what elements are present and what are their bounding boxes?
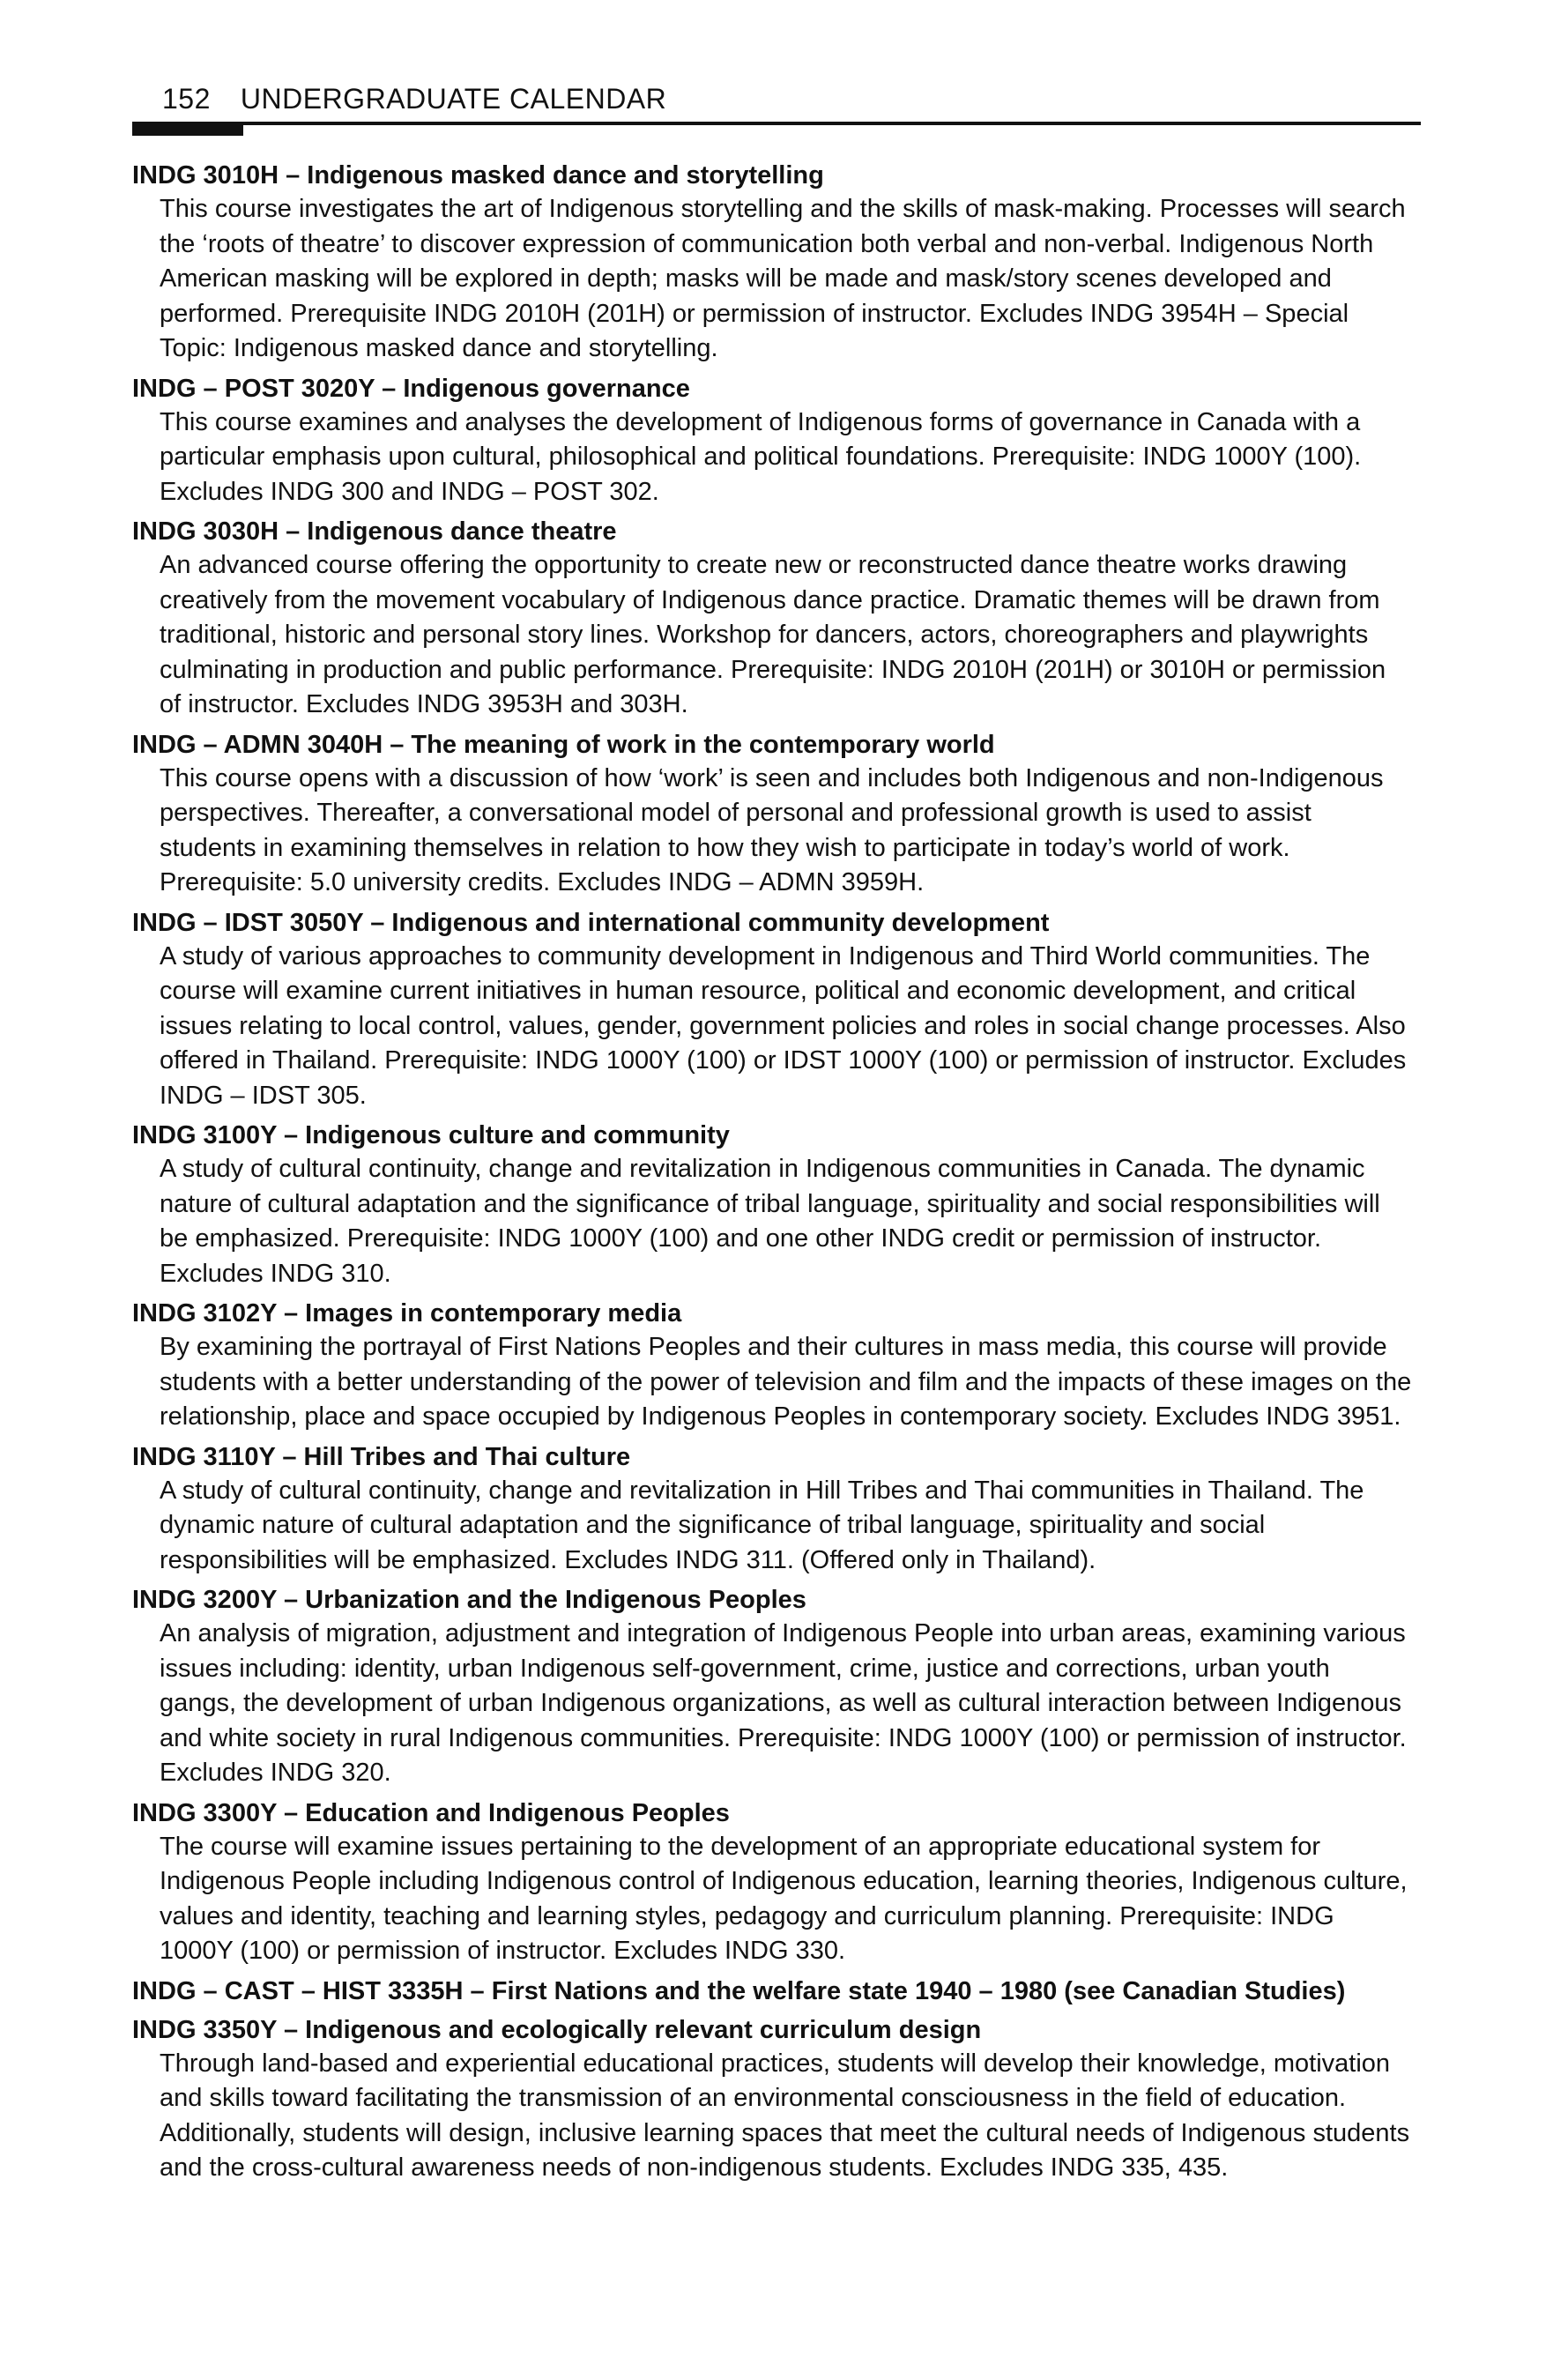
course-title: INDG 3350Y – Indigenous and ecologically relevant curriculum design xyxy=(132,2015,982,2044)
course-title: INDG – POST 3020Y – Indigenous governance xyxy=(132,374,690,403)
course-description: Through land-based and experiential educational practices, students will develop their knowledge, motivation and skills toward facilitating the transmission of an environmental consciousness in the field of education. Additionally, students will design, inclusive learning spaces that meet the cultural needs of Indigenous students and the cross-cultural awareness needs of non-indigenous students. Excludes INDG 335, 435. xyxy=(160,2049,1410,2182)
course-title: INDG 3102Y – Images in contemporary media xyxy=(132,1299,682,1328)
course-title: INDG 3010H – Indigenous masked dance and storytelling xyxy=(132,161,824,190)
course-description: A study of cultural continuity, change and revitalization in Indigenous communities in Canada. The dynamic nature of cultural adaptation and the significance of tribal language, spirituality and social responsibilities will be emphasized. Prerequisite: INDG 1000Y (100) and one other INDG credit or permission of instructor. Excludes INDG 310. xyxy=(160,1155,1380,1288)
course-title: INDG 3110Y – Hill Tribes and Thai culture xyxy=(132,1442,631,1471)
course-entry xyxy=(132,515,1412,723)
section-title: UNDERGRADUATE CALENDAR xyxy=(240,83,667,115)
course-title: INDG 3100Y – Indigenous culture and community xyxy=(132,1121,730,1149)
course-description: A study of cultural continuity, change and revitalization in Hill Tribes and Thai communities in Thailand. The dynamic nature of cultural adaptation and the significance of tribal language, spirituality and social responsibilities will be emphasized. Excludes INDG 311. (Offered only in Thailand). xyxy=(160,1476,1364,1574)
course-description: By examining the portrayal of First Nations Peoples and their cultures in mass media, this course will provide students with a better understanding of the power of television and film and the impacts of these images on the relationship, place and space occupied by Indigenous Peoples in contemporary society. Excludes INDG 3951. xyxy=(160,1333,1412,1431)
course-list xyxy=(132,159,1412,2191)
header-tab xyxy=(132,125,243,136)
course-title: INDG 3300Y – Education and Indigenous Peoples xyxy=(132,1798,730,1827)
course-description: The course will examine issues pertaining to the development of an appropriate educational system for Indigenous People including Indigenous control of Indigenous education, learning theories, Indigenous culture, values and identity, teaching and learning styles, pedagogy and curriculum planning. Prerequisite: INDG 1000Y (100) or permission of instructor. Excludes INDG 330. xyxy=(160,1832,1408,1965)
course-title: INDG 3030H – Indigenous dance theatre xyxy=(132,517,617,546)
course-title: INDG 3200Y – Urbanization and the Indigenous Peoples xyxy=(132,1586,806,1614)
course-entry xyxy=(132,906,1412,1114)
header-text xyxy=(162,83,666,115)
course-description: This course opens with a discussion of how ‘work’ is seen and includes both Indigenous and non-Indigenous perspectives. Thereafter, a conversational model of personal and professional growth is used to assist students in examining themselves in relation to how they wish to participate in today’s world of work. Prerequisite: 5.0 university credits. Excludes INDG – ADMN 3959H. xyxy=(160,763,1384,896)
course-title: INDG – ADMN 3040H – The meaning of work in the contemporary world xyxy=(132,730,995,759)
course-entry xyxy=(132,2013,1412,2186)
header-rule xyxy=(132,122,1421,125)
course-entry xyxy=(132,728,1412,901)
course-entry xyxy=(132,1297,1412,1435)
course-entry xyxy=(132,1440,1412,1579)
course-entry xyxy=(132,1975,1412,2008)
course-description: An analysis of migration, adjustment and integration of Indigenous People into urban areas, examining various issues including: identity, urban Indigenous self-government, crime, justice and corrections, urban youth gangs, the development of urban Indigenous organizations, as well as cultural interaction between Indigenous and white society in rural Indigenous communities. Prerequisite: INDG 1000Y (100) or permission of instructor. Excludes INDG 320. xyxy=(160,1619,1407,1787)
course-description: This course investigates the art of Indigenous storytelling and the skills of mask-making. Processes will search the ‘roots of theatre’ to discover expression of communication both verbal and non-verbal. Indigenous North American masking will be explored in depth; masks will be made and mask/story scenes developed and performed. Prerequisite INDG 2010H (201H) or permission of instructor. Excludes INDG 3954H – Special Topic: Indigenous masked dance and storytelling. xyxy=(160,195,1406,362)
course-description: This course examines and analyses the development of Indigenous forms of governance in Canada with a particular emphasis upon cultural, philosophical and political foundations. Prerequisite: INDG 1000Y (100). Excludes INDG 300 and INDG – POST 302. xyxy=(160,407,1362,506)
page-number: 152 xyxy=(162,83,211,115)
course-entry xyxy=(132,372,1412,510)
course-entry xyxy=(132,1796,1412,1969)
course-title: INDG – CAST – HIST 3335H – First Nations and the welfare state 1940 – 1980 (see Canadian Studies) xyxy=(132,1976,1346,2005)
course-entry xyxy=(132,1119,1412,1291)
course-description: An advanced course offering the opportunity to create new or reconstructed dance theatre works drawing creatively from the movement vocabulary of Indigenous dance practice. Dramatic themes will be drawn from traditional, historic and personal story lines. Workshop for dancers, actors, choreographers and playwrights culminating in production and public performance. Prerequisite: INDG 2010H (201H) or 3010H or permission of instructor. Excludes INDG 3953H and 303H. xyxy=(160,551,1386,718)
course-entry xyxy=(132,1583,1412,1791)
course-entry xyxy=(132,159,1412,367)
course-description: A study of various approaches to community development in Indigenous and Third World communities. The course will examine current initiatives in human resource, political and economic development, and critical issues relating to local control, values, gender, government policies and roles in social change processes. Also offered in Thailand. Prerequisite: INDG 1000Y (100) or IDST 1000Y (100) or permission of instructor. Excludes INDG – IDST 305. xyxy=(160,941,1407,1110)
page-header xyxy=(132,83,1421,118)
course-title: INDG – IDST 3050Y – Indigenous and international community development xyxy=(132,908,1050,937)
